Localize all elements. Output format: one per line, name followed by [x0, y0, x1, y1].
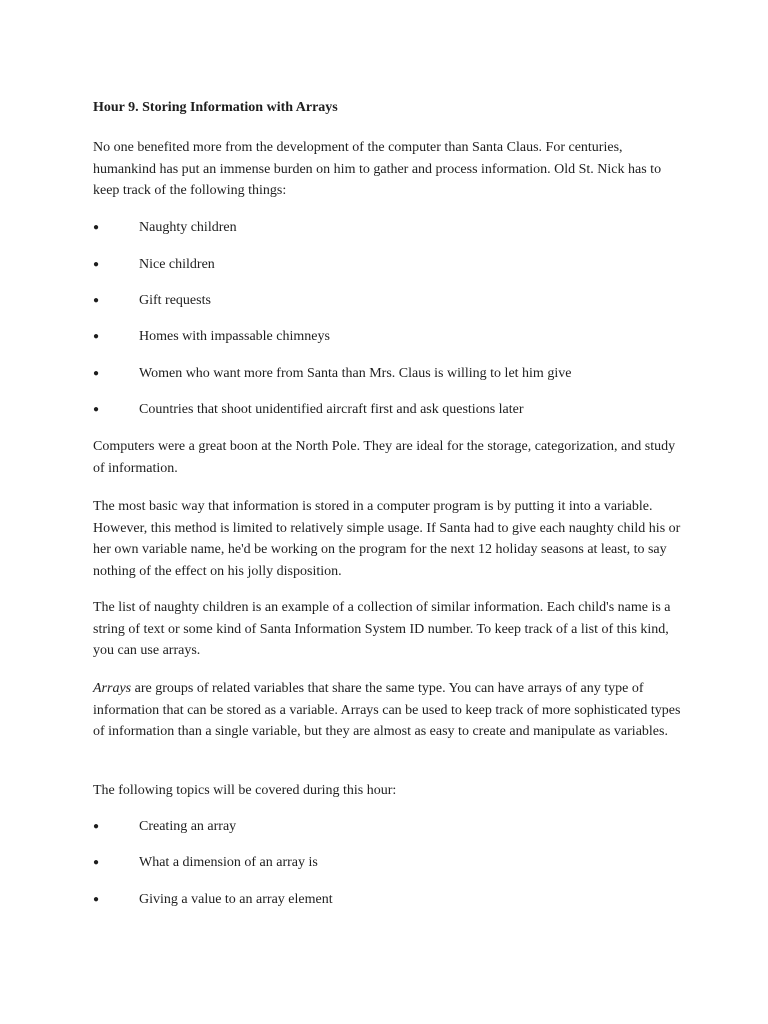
list-item — [93, 890, 683, 910]
bullet-icon: ● — [93, 857, 100, 868]
paragraph-naughty-list: The list of naughty children is an example of a collection of similar information. Each child's name is a string of text or some kind of Santa Information System ID number. To keep track of a list of this kind, you can use arrays. — [93, 600, 671, 658]
paragraph-topics: The following topics will be covered during this hour: — [93, 783, 397, 798]
bullet-icon: ● — [93, 222, 100, 233]
list-item-text: Giving a value to an array element — [139, 892, 333, 907]
list-item-text: Naughty children — [139, 220, 237, 235]
list-item — [93, 218, 683, 238]
list-item — [93, 853, 683, 873]
page-title: Hour 9. Storing Information with Arrays — [93, 100, 338, 115]
bullet-icon: ● — [93, 331, 100, 342]
list-item — [93, 364, 683, 384]
paragraph-computers: Computers were a great boon at the North Pole. They are ideal for the storage, categorization, and study of information. — [93, 439, 676, 476]
arrays-term: Arrays — [93, 681, 132, 696]
list-item — [93, 817, 683, 837]
bullet-icon: ● — [93, 295, 100, 306]
list-item-text: What a dimension of an array is — [139, 855, 318, 870]
bullet-icon: ● — [93, 894, 100, 905]
bullet-icon: ● — [93, 259, 100, 270]
paragraph-variables: The most basic way that information is stored in a computer program is by putting it into a variable. However, this method is limited to relatively simple usage. If Santa had to give each naughty child his or her own variable name, he'd be working on the program for the next 12 holiday seasons at least, to say nothing of the effect on his jolly disposition. — [93, 499, 681, 579]
list-item — [93, 400, 683, 420]
list-item-text: Creating an array — [139, 819, 237, 834]
list-item-text: Homes with impassable chimneys — [139, 329, 330, 344]
arrays-definition: are groups of related variables that share the same type. You can have arrays of any type of information that can be stored as a variable. Arrays can be used to keep track of more sophisticated types of information than a single variable, but they are almost as easy to create and manipulate as variables. — [93, 681, 681, 739]
bullet-icon: ● — [93, 821, 100, 832]
list-item — [93, 255, 683, 275]
list-item — [93, 327, 683, 347]
paragraph-arrays — [93, 678, 683, 743]
bullet-icon: ● — [93, 368, 100, 379]
bullet-icon: ● — [93, 404, 100, 415]
list-item-text: Gift requests — [139, 293, 211, 308]
list-item-text: Countries that shoot unidentified aircraft first and ask questions later — [139, 402, 524, 417]
intro-paragraph: No one benefited more from the development of the computer than Santa Claus. For centuries, humankind has put an immense burden on him to gather and process information. Old St. Nick has to keep track of the following things: — [93, 140, 662, 198]
list-item — [93, 291, 683, 311]
list-item-text: Nice children — [139, 257, 215, 272]
list-item-text: Women who want more from Santa than Mrs. Claus is willing to let him give — [139, 366, 572, 381]
